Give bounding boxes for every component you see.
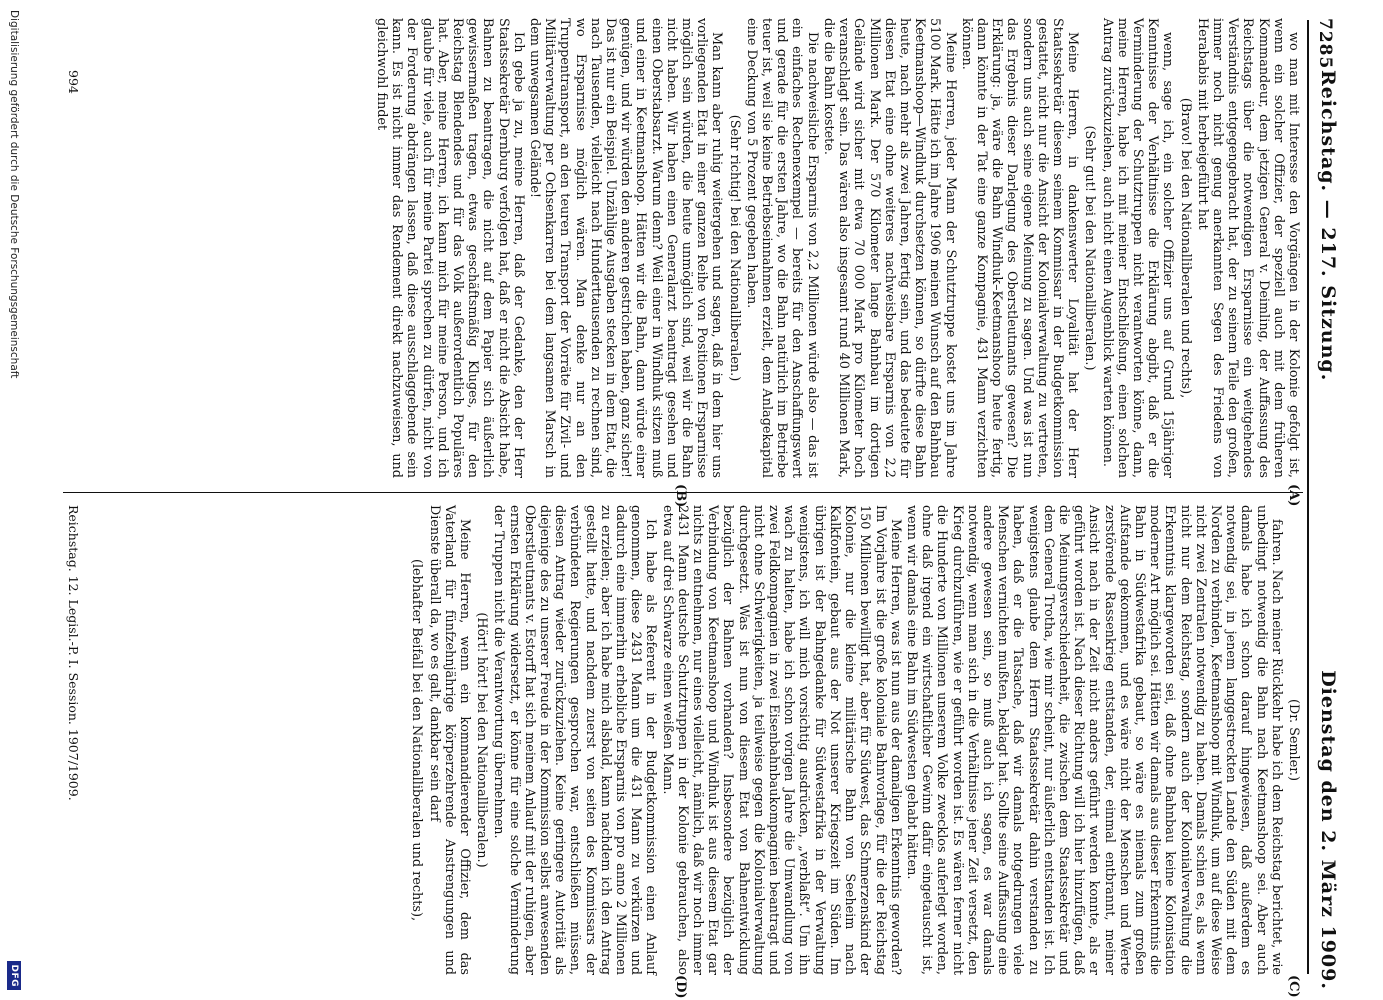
paragraph: Ich habe als Referent in der Budgetkommission einen Anlauf genommen, diese 2431 Mann um die 431 Mann zu verkürzen und dadurch eine immerhin erhebliche Ersparnis von pro anno 2 Millionen zu erzielen; aber ich habe mich alsbald, kann nachdem ich den Antrag gestellt hatte, und nachdem zuerst von seiten des Kommissars der verbündeten Regierungen gesprochen war, entschließen müssen, diesen Antrag wieder zurückzuziehen. Keine geringere Autorität als diejenige des zu unserer Freude in der Kommission selbst anwesenden Oberstleutnants v. Estorff hat sich meinem Anlauf mit der ruhigen, aber ernsten Erklärung widersetzt, er könne für eine solche Verminderung der Truppen nicht die Verantwortung übernehmen.	[491, 505, 659, 975]
digitization-stamp	[0, 0, 28, 1000]
running-header-left: Reichstag. — 217. Sitzung.	[1317, 70, 1339, 382]
paragraph: Meine Herren, was ist nun aus der damaligen Erkenntnis geworden? Im Vorjahre ist die große koloniale Bahnvorlage, für die der Reichstag 150 Millionen bewilligt hat, aber für Südwest, das Schmerzenskind der Kolonie, nur die kleine militärische Bahn von Seeheim nach Kalkfontein, gebaut aus der Not unserer Kriegszeit im Süden. Im übrigen ist der Bahngedanke für Südwestafrika in der Verwaltung wenigstens, ich will mich vorsichtig ausdrücken, „verblaßt“. Um ihn wach zu halten, habe ich schon vorigen Jahre die Umwandlung von zwei Feldkompagnien in zwei Eisenbahnbaukompagnien beantragt und nicht ohne Schwierigkeiten, ja teilweise gegen die Kolonialverwaltung durchgesetzt. Was ist nun von diesem Etat von Bahnentwicklung bezüglich der Bahnen vorhanden? Insbesondere bezüglich der Verbindung von Keetmanshoop und Windhuk ist aus diesem Etat gar nichts zu entnehmen, nur eines vielleicht, nämlich, daß wir noch immer 2431 Mann deutsche Schutztruppen in der Kolonie gebrauchen, also etwa auf drei Schwarze einen weißen Mann.	[659, 505, 903, 975]
text-column-left	[407, 505, 1301, 975]
footer-folio: 994	[66, 70, 81, 94]
margin-letter-a: (A)	[1286, 484, 1301, 507]
paragraph: Meine Herren, jeder Mann der Schutztruppe kostet uns im Jahre 5100 Mark. Hätte ich im Jahre 1906 meinen Wunsch auf den Bahnbau Keetmanshoop—Windhuk durchsetzen können, so dürfte diese Bahn heute, nach mehr als zwei Jahren, fertig sein, und das bedeutete für diesen Etat eine ohne weiteres nachweisbare Ersparnis von 2,2 Millionen Mark. Der 570 Kilometer lange Bahnbau im dortigen Gelände wird sicher mit etwa 70 000 Mark pro Kilometer hoch veranschlagt sein. Das wären also insgesamt rund 40 Millionen Mark, die die Bahn kostete.	[820, 18, 958, 478]
interjection: (Bravo! bei den Nationalliberalen und rechts),	[1177, 97, 1193, 399]
interjection: (Hört! hört! bei den Nationalliberalen.)	[474, 612, 490, 868]
header-rule	[1307, 20, 1309, 974]
dfg-logo: DFG	[7, 961, 21, 990]
paragraph: Man kann aber ruhig weitergehen und sagen, daß in dem hier uns vorliegenden Etat in einer ganzen Reihe von Positionen Ersparnisse möglich sein würden, die heute unmöglich sind, weil wir die Bahn nicht haben. Wir haben einen Generalarzt beantragt gesehen und einen Oberstabsarzt. Warum denn? Weil einer in Windhuk sitzen muß und einer in Keetmanshoop. Hätten wir die Bahn, dann würde einer genügen, und wir würden den anderen gestrichen haben, ganz sicher! Das ist nur ein Beispiel. Unzählige Ausgaben stecken in dem Etat, die nach Tausenden, vielleicht nach Hunderttausenden zu rechnen sind, wo Ersparnisse möglich wären. Man denke nur an den Truppentransport, an den teuren Transport der Vorräte für Zivil- und Militärverwaltung per Ochsenkarren bei dem langsamen Marsch in dem unwegsamen Gelände!	[527, 18, 725, 478]
paragraph: wenn, sage ich, ein solcher Offizier uns auf Grund 15jähriger Kenntnisse der Verhältnisse die Erklärung abgibt, daß er die Verminderung der Schutztruppen nicht verantworten könne, dann, meine Herren, habe ich mit meiner Entschließung, einen solchen Antrag zurückzuziehen, auch nicht einen Augenblick warten können.	[1099, 18, 1176, 478]
interjection: (lebhafter Beifall bei den Nationalliberalen und rechts),	[409, 558, 425, 922]
footer-session: Reichstag. 12. Legisl.-P. I. Session. 1907/1909.	[66, 505, 81, 801]
margin-letter-d: (D)	[673, 975, 688, 999]
margin-letter-b: (B)	[673, 484, 688, 508]
paragraph: Die nachweisliche Ersparnis von 2,2 Millionen würde also — das ist ein einfaches Rechenexempel — bereits für den Anschaffungswert und gerade für die ersten Jahre, wo die Bahn natürlich im Betriebe teuer ist, weil sie keine Betriebseinnahmen erzielt, dem Anlagekapital eine Deckung von 5 Prozent gegeben haben.	[743, 18, 820, 478]
paragraph: Meine Herren, in dankenswerter Loyalität hat der Herr Staatssekretär diesem seinem Kommissar in der Budgetkommission gestattet, nicht nur die Ansicht der Kolonialverwaltung zu vertreten, sondern uns auch seine eigene Meinung zu sagen. Und was ist nun das Ergebnis dieser Darlegung des Oberstleutnants gewesen? Die Erklärung: ja, wäre die Bahn Windhuk–Keetmanshoop heute fertig, dann könnte in der Tat eine ganze Kompagnie, 431 Mann verzichten können.	[958, 18, 1081, 478]
digitization-text: Digitalisierung gefördert durch die Deutsche Forschungsgemeinschaft	[8, 10, 20, 379]
interjection: (Sehr richtig! bei den Nationalliberalen.)	[726, 114, 742, 382]
text-column-right	[373, 18, 1301, 478]
paragraph: Meine Herren, wenn ein kommandierender Offizier, dem das Vaterland für fünfzehnjährige körperzehrende Anstrengungen und Dienste überall da, wo es galt, dankbar sein darf	[426, 505, 473, 975]
column-divider	[63, 492, 1303, 493]
page-number: 7285	[1315, 18, 1335, 70]
running-header-right: Dienstag den 2. März 1909.	[1317, 670, 1339, 990]
paragraph: Ich gebe ja zu, meine Herren, daß der Gedanke, den der Herr Staatssekretär Dernburg verfolgen hat, daß er nicht die Absicht habe, Bahnen zu beantragen, die nicht auf dem Papier sich äußerlich gewissermaßen tragen, etwas geschäftsmäßig Kluges, für den Reichstag Blendendes und für das Volk außerordentlich Populäres hat. Aber, meine Herren, ich kann mich für meine Person, und ich glaube für viele, auch für meine Partei sprechen zu dürfen, nicht von der Forderung abdrängen lassen, daß diese ausschlaggebende sein kann. Es ist nicht immer das Rendement direkt nachzuweisen, und gleichwohl findet	[374, 18, 526, 478]
margin-letter-c: (C)	[1286, 975, 1301, 998]
speaker-label: (Dr. Semler.)	[1286, 698, 1301, 781]
interjection: (Sehr gut! bei den Nationalliberalen.)	[1082, 125, 1098, 371]
paragraph: wo man mit Interesse den Vorgängen in der Kolonie gefolgt ist, wenn ein solcher Offizier, der speziell auch mit dem früheren Kommandeur, dem jetzigen General v. Deimling, der Auffassung des Reichstags über die notwendigen Ersparnisse ein weitgehendes Verständnis entgegengebracht hat, der zu seinem Teile den großen, immer noch nicht genug anerkannten Segen des Friedens von Herababis mit herbeigeführt hat	[1194, 18, 1301, 478]
paragraph: fahren. Nach meiner Rückkehr habe ich dem Reichstag berichtet, wie unbedingt notwendig die Bahn nach Keetmanshoop sei. Aber auch damals habe ich schon darauf hingewiesen, daß außerdem es notwendig sei, in jenem langgestreckten Lande den Süden mit dem Norden zu verbinden, Keetmanshoop mit Windhuk, um auf diese Weise nicht zwei Zentralen notwendig zu haben. Damals schien es, als wenn nicht nur dem Reichstag, sondern auch der Kolonialverwaltung die Erkenntnis klargeworden sei, daß ohne Bahnbau keine Kolonisation moderner Art möglich sei. Hätten wir damals aus dieser Erkenntnis die Bahn in Südwestafrika gebaut, so wäre es niemals zum großen Aufstande gekommen, und es wäre nicht der Menschen und Werte zerstörende Rassenkrieg entstanden, der, einmal entbrannt, meiner Ansicht nach in der Zeit nicht anders geführt werden konnte, als er geführt worden ist. Nach dieser Richtung will ich hier hinzufügen, daß die Meinungsverschiedenheit, die zwischen dem Staatssekretär und dem General Trotha, wie mir scheint, nur äußerlich entstanden ist. Ich wenigstens glaube dem Herrn Staatssekretär dahin verstanden zu haben, daß er die Tatsache, daß wir damals notgedrungen viele Menschen vernichten mußten, beklagt hat. Sollte seine Auffassung eine andere gewesen sein, so muß auch ich sagen, es war damals notwendig, wenn man sich in die Verhältnisse jener Zeit versetzt, den Krieg durchzuführen, wie er geführt worden ist. Es wären ferner nicht die Hunderte von Millionen unserem Volke zwecklos auferlegt worden, ohne daß irgend ein wirtschaftlicher Gewinn dafür eingetauscht ist, wenn wir damals eine Bahn im Südwesten gehabt hätten.	[903, 505, 1284, 975]
